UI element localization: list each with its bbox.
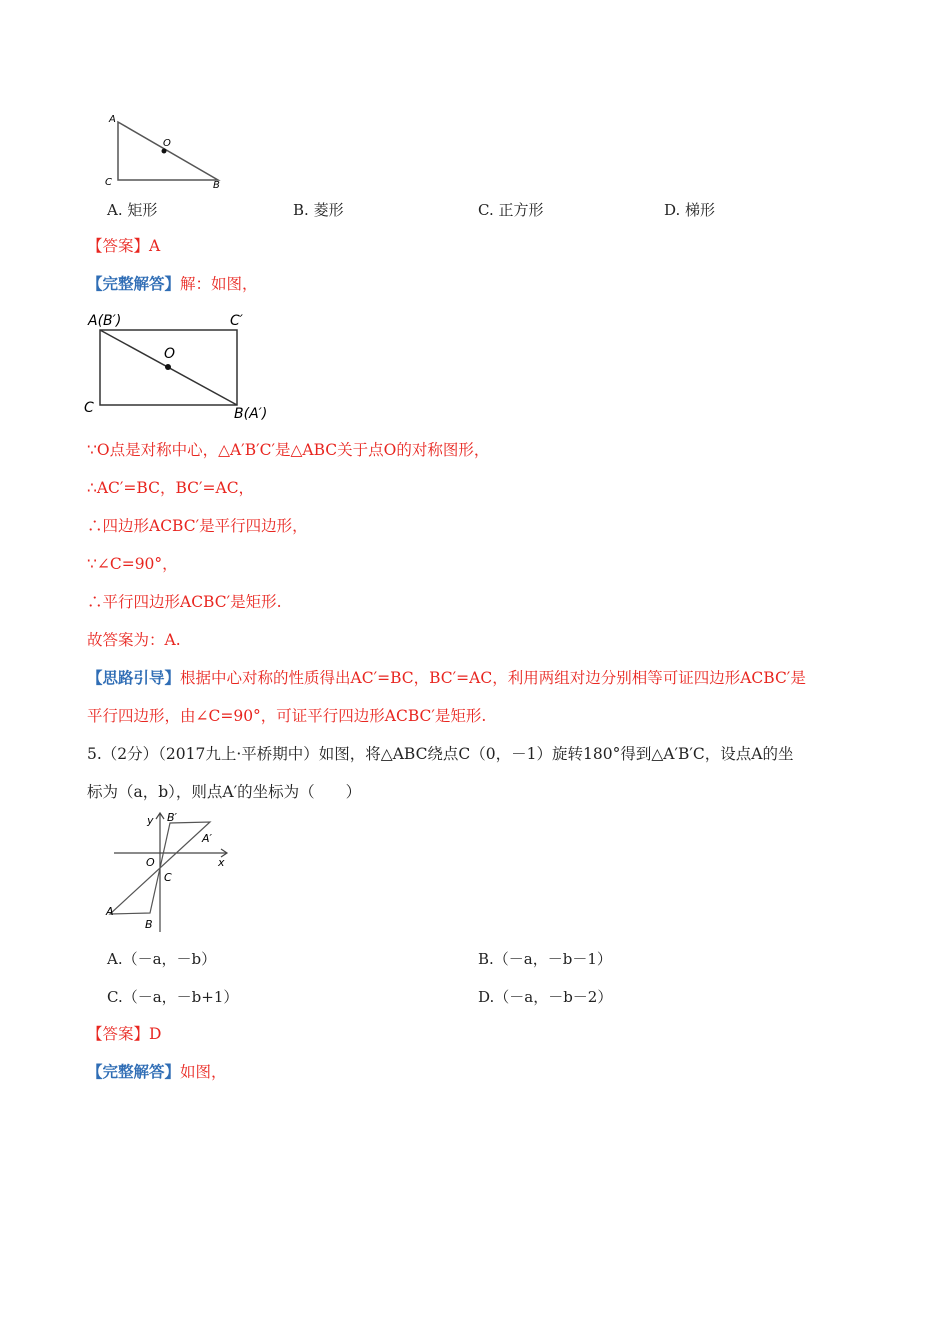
label-b-a-prime: B(A′)	[234, 406, 268, 422]
label-b-prime: B′	[167, 811, 178, 824]
label-c: C	[105, 177, 112, 188]
q4-hint-line-2: 平行四边形，由∠C=90°，可证平行四边形ACBC′是矩形.	[87, 707, 487, 725]
label-a: A	[109, 114, 116, 125]
triangle-abc	[118, 122, 218, 180]
q5-solution-heading: 【完整解答】如图，	[87, 1062, 227, 1081]
q4-option-c: C. 正方形	[478, 201, 544, 219]
label-c: C	[84, 400, 94, 416]
label-b: B	[145, 918, 153, 931]
q4-step-1: ∵O点是对称中心，△A′B′C′是△ABC关于点O的对称图形，	[87, 441, 490, 459]
label-c: C	[164, 871, 172, 884]
label-y: y	[147, 814, 154, 827]
label-x: x	[218, 856, 225, 869]
label-a: A	[106, 905, 114, 918]
q4-solution-heading: 【完整解答】解：如图，	[87, 274, 258, 293]
label-o: O	[164, 346, 176, 362]
q4-option-d: D. 梯形	[664, 201, 716, 219]
q5-option-c: C.（－a，－b+1）	[107, 988, 239, 1006]
q4-step-5: ∴平行四边形ACBC′是矩形.	[87, 593, 282, 611]
q4-step-4: ∵∠C=90°，	[87, 555, 178, 573]
q4-answer: 【答案】A	[87, 237, 161, 255]
coordinate-figure	[100, 808, 240, 938]
label-c-prime: C′	[230, 313, 243, 329]
q4-hint-line-1: 【思路引导】根据中心对称的性质得出AC′=BC，BC′=AC，利用两组对边分别相等可证四边形ACBC′是	[87, 668, 806, 687]
q4-option-a: A. 矩形	[107, 201, 158, 219]
q5-option-a: A.（－a，－b）	[107, 950, 217, 968]
center-point-o	[165, 364, 171, 370]
q4-step-6: 故答案为：A.	[87, 631, 181, 649]
rectangle-figure	[80, 308, 290, 428]
q4-step-2: ∴AC′=BC，BC′=AC，	[87, 479, 255, 497]
q5-answer: 【答案】D	[87, 1025, 162, 1043]
triangle-abc	[110, 868, 160, 914]
triangle-a-prime-b-prime-c	[160, 822, 210, 868]
q4-step-3: ∴四边形ACBC′是平行四边形，	[87, 517, 308, 535]
label-a-b-prime: A(B′)	[88, 313, 122, 329]
label-b: B	[213, 180, 220, 191]
center-point-o	[162, 149, 167, 154]
q5-option-b: B.（－a，－b－1）	[478, 950, 612, 968]
q4-option-b: B. 菱形	[293, 201, 344, 219]
label-a-prime: A′	[202, 832, 213, 845]
q5-stem-line-2: 标为（a，b），则点A′的坐标为（ ）	[87, 783, 362, 801]
q5-stem-line-1: 5.（2分）（2017九上·平桥期中）如图，将△ABC绕点C（0，－1）旋转180°得到△A′B′C，设点A的坐	[87, 745, 794, 763]
triangle-figure	[100, 110, 230, 192]
label-o: O	[146, 856, 155, 869]
label-o: O	[163, 138, 171, 149]
q5-option-d: D.（－a，－b－2）	[478, 988, 613, 1006]
